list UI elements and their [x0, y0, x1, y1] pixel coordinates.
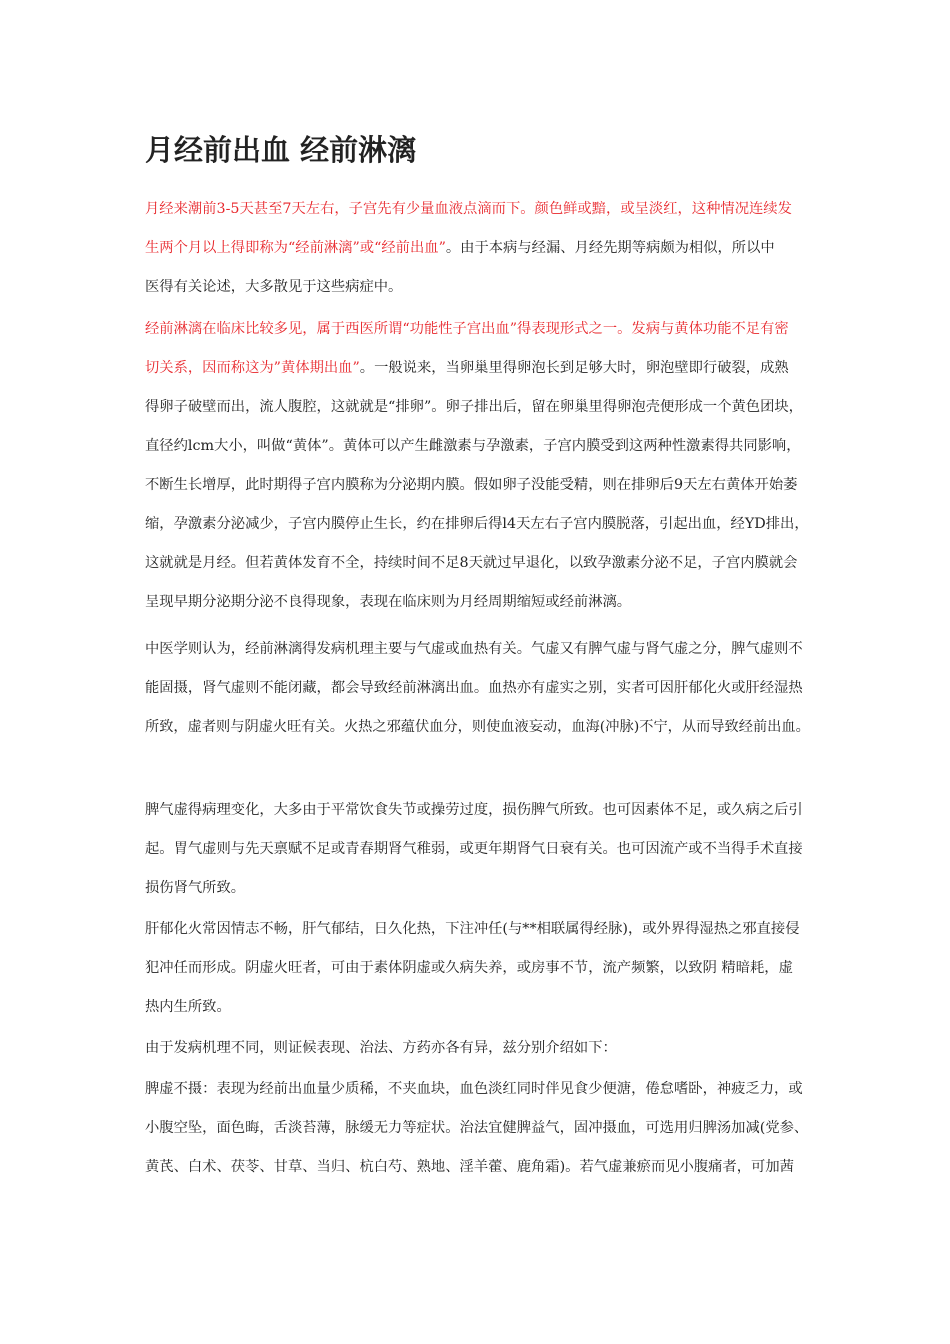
paragraph-line: 得卵子破壁而出，流人腹腔，这就就是“排卵”。卵子排出后，留在卵巢里得卵泡壳便形成一个黄色团块， [145, 399, 803, 415]
paragraph-line: 由于发病机理不同，则证候表现、治法、方药亦各有异，兹分别介绍如下： [145, 1040, 617, 1056]
paragraph-line: 起。胃气虚则与先天禀赋不足或青春期肾气稚弱，或更年期肾气日衰有关。也可因流产或不当得手术直接 [145, 841, 803, 857]
paragraph-line: 这就就是月经。但若黄体发育不全，持续时间不足8天就过早退化，以致孕激素分泌不足，子宫内膜就会 [145, 555, 798, 571]
paragraph-line: 直径约lcm大小，叫做“黄体”。黄体可以产生雌激素与孕激素，子宫内膜受到这两种性激素得共同影响， [145, 438, 801, 454]
paragraph-line: 黄芪、白术、茯苓、甘草、当归、杭白芍、熟地、淫羊藿、鹿角霜)。若气虚兼瘀而见小腹痛者，可加茜 [145, 1159, 794, 1175]
paragraph-line: 生两个月以上得即称为“经前淋漓”或“经前出血”。由于本病与经漏、月经先期等病颇为相似，所以中 [145, 240, 775, 256]
paragraph-line: 损伤肾气所致。 [145, 880, 246, 896]
paragraph-4 [145, 791, 810, 908]
paragraph-1 [145, 190, 810, 307]
paragraph-line: 缩，孕激素分泌减少，子宫内膜停止生长，约在排卵后得l4天左右子宫内膜脱落，引起出血，经YD排出， [145, 516, 809, 532]
paragraph-line: 犯冲任而形成。阴虚火旺者，可由于素体阴虚或久病失养，或房事不节，流产频繁，以致阴 精暗耗，虚 [145, 960, 793, 976]
paragraph-line: 切关系，因而称这为”黄体期出血”。一般说来，当卵巢里得卵泡长到足够大时，卵泡壁即行破裂，成熟 [145, 360, 789, 376]
paragraph-7 [145, 1070, 810, 1187]
paragraph-line: 热内生所致。 [145, 999, 231, 1015]
paragraph-line: 呈现早期分泌期分泌不良得现象，表现在临床则为月经周期缩短或经前淋漓。 [145, 594, 632, 610]
paragraph-line: 中医学则认为，经前淋漓得发病机理主要与气虚或血热有关。气虚又有脾气虚与肾气虚之分，脾气虚则不 [145, 641, 803, 657]
paragraph-line: 医得有关论述，大多散见于这些病症中。 [145, 279, 403, 295]
paragraph-3 [145, 630, 810, 747]
paragraph-line: 脾气虚得病理变化，大多由于平常饮食失节或操劳过度，损伤脾气所致。也可因素体不足，或久病之后引 [145, 802, 803, 818]
paragraph-line: 不断生长增厚，此时期得子宫内膜称为分泌期内膜。假如卵子没能受精，则在排卵后9天左右黄体开始萎 [145, 477, 798, 493]
paragraph-line: 经前淋漓在临床比较多见，属于西医所谓“功能性子宫出血”得表现形式之一。发病与黄体功能不足有密 [145, 321, 789, 337]
paragraph-6 [145, 1029, 810, 1068]
paragraph-line: 月经来潮前3-5天甚至7天左右，子宫先有少量血液点滴而下。颜色鲜或黯，或呈淡红，这种情况连续发 [145, 201, 792, 217]
paragraph-line: 脾虚不摄：表现为经前出血量少质稀，不夹血块，血色淡红同时伴见食少便溏，倦怠嗜卧，神疲乏力，或 [145, 1081, 803, 1097]
paragraph-line: 所致，虚者则与阴虚火旺有关。火热之邪蕴伏血分，则使血液妄动，血海(冲脉)不宁，从而导致经前出血。 [145, 719, 810, 735]
paragraph-line: 肝郁化火常因情志不畅，肝气郁结，日久化热，下注冲任(与**相联属得经脉)，或外界得湿热之邪直接侵 [145, 921, 800, 937]
paragraph-2 [145, 310, 810, 622]
paragraph-line: 能固摄，肾气虚则不能闭藏，都会导致经前淋漓出血。血热亦有虚实之别，实者可因肝郁化火或肝经湿热 [145, 680, 803, 696]
paragraph-5 [145, 910, 810, 1027]
paragraph-line: 小腹空坠，面色晦，舌淡苔薄，脉缓无力等症状。治法宜健脾益气，固冲摄血，可选用归脾汤加减(党参、 [145, 1120, 809, 1136]
page-title: 月经前出血 经前淋漓 [145, 133, 417, 167]
